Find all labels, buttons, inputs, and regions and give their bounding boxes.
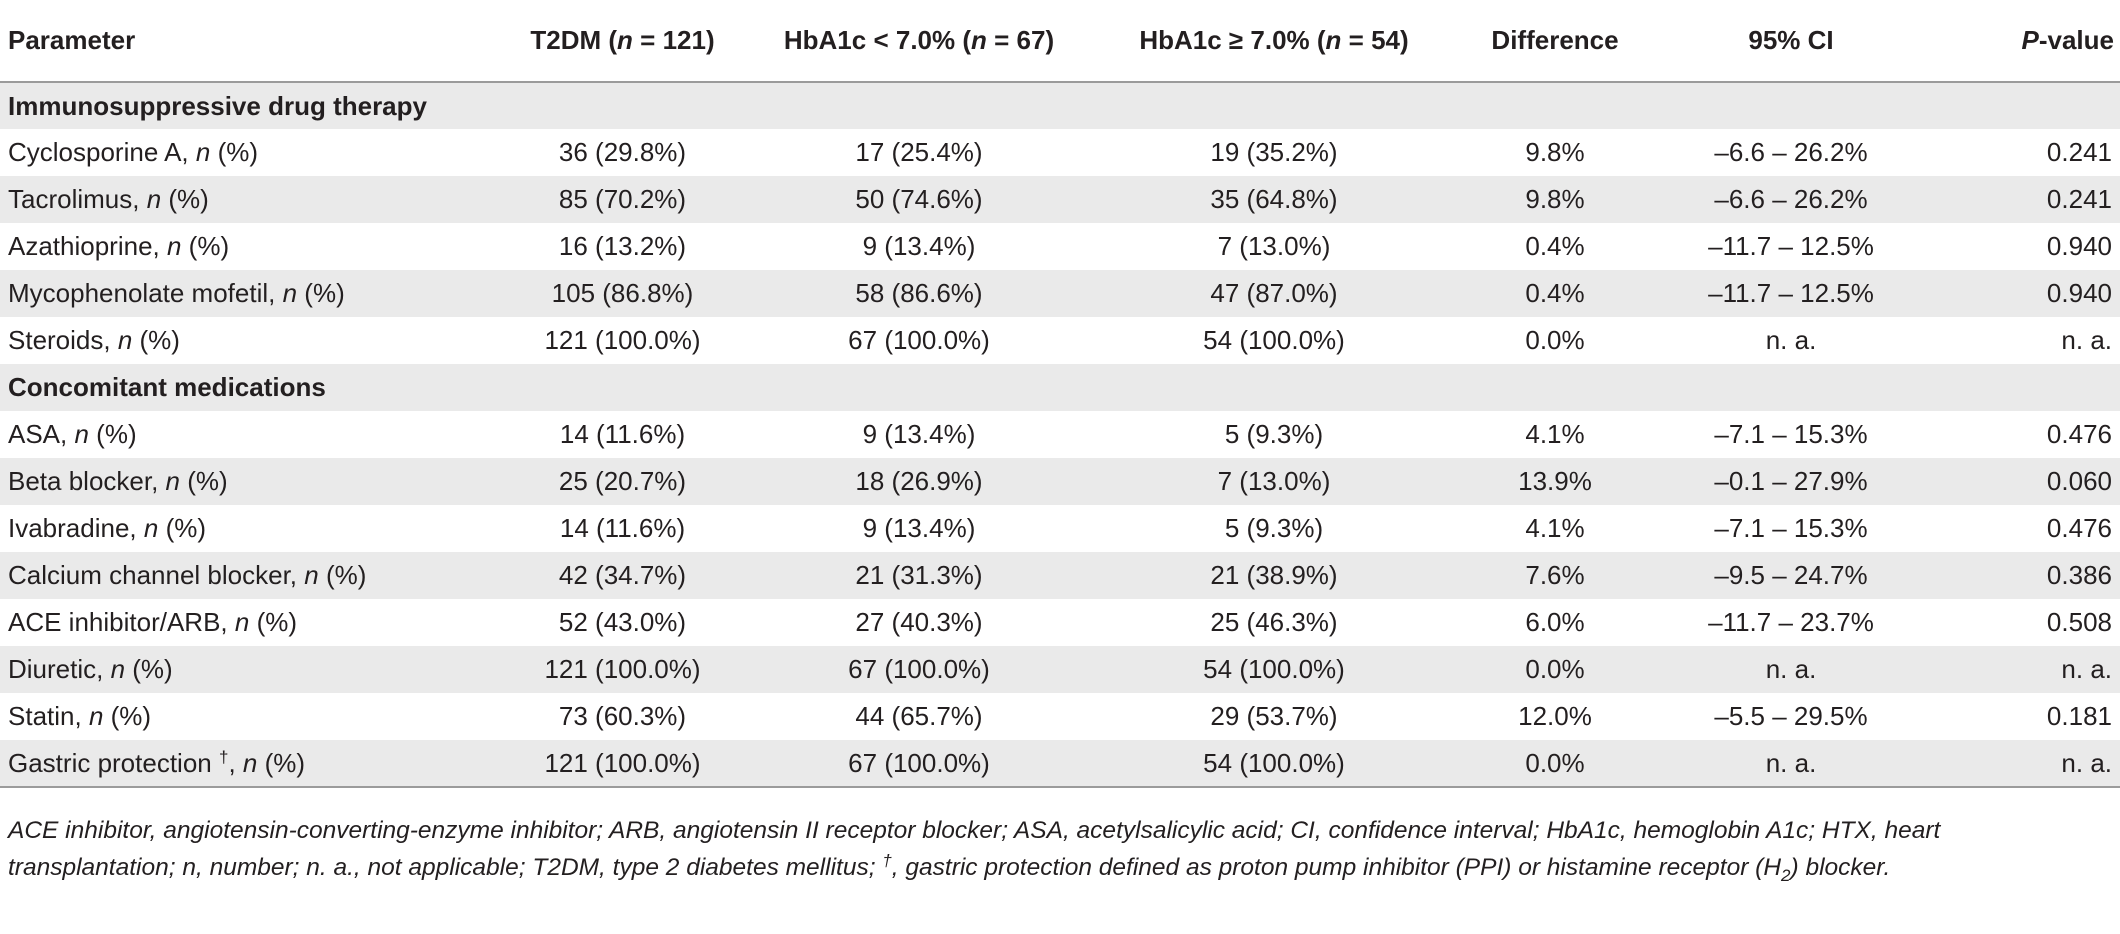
cell-ci: n. a. bbox=[1765, 654, 1817, 684]
cell-difference: 0.0% bbox=[1525, 325, 1585, 355]
header-difference: Difference bbox=[1455, 0, 1655, 82]
cell-t2dm: 42 (34.7%) bbox=[558, 560, 687, 590]
table-row bbox=[0, 223, 2120, 270]
cell-ci: –11.7 – 23.7% bbox=[1708, 607, 1874, 637]
table-body bbox=[0, 82, 2120, 787]
cell-hba1c-low: 9 (13.4%) bbox=[862, 231, 976, 261]
cell-hba1c-low: 67 (100.0%) bbox=[848, 654, 990, 684]
cell-hba1c-high: 54 (100.0%) bbox=[1093, 740, 1455, 787]
cell-parameter: Beta blocker, n (%) bbox=[8, 466, 228, 496]
cell-difference: 0.4% bbox=[1525, 231, 1585, 261]
cell-p-value: 0.940 bbox=[2046, 278, 2112, 308]
header-hba1c-low: HbA1c < 7.0% (n = 67) bbox=[745, 0, 1093, 82]
cell-hba1c-high: 25 (46.3%) bbox=[1210, 607, 1338, 637]
cell-hba1c-low: 50 (74.6%) bbox=[855, 184, 983, 214]
dagger-symbol: † bbox=[882, 850, 892, 870]
cell-difference: 4.1% bbox=[1525, 419, 1585, 449]
cell-parameter: ASA, n (%) bbox=[8, 419, 137, 449]
table-footnote: ACE inhibitor, angiotensin-converting-enzyme inhibitor; ARB, angiotensin II receptor blocker; ASA, acetylsalicylic acid; CI, confidence interval; HbA1c, hemoglobin A1c; HTX, heart transplantation; n, number; n. a., not applicable; T2DM, type 2 diabetes mellitus; †, gastric protection defined as proton pump inhibitor (PPI) or histamine receptor $(H_2)$ blocker. bbox=[8, 817, 1941, 885]
cell-difference: 6.0% bbox=[1525, 607, 1585, 637]
cell-t2dm: 16 (13.2%) bbox=[558, 231, 687, 261]
cell-p-value: 0.508 bbox=[2046, 607, 2112, 637]
header-ci: 95% CI bbox=[1655, 0, 1927, 82]
cell-p-value: 0.241 bbox=[2046, 184, 2112, 214]
cell-p-value: 0.940 bbox=[2046, 231, 2112, 261]
cell-ci: –6.6 – 26.2% bbox=[1714, 137, 1868, 167]
table-row bbox=[0, 740, 2120, 787]
cell-ci: n. a. bbox=[1655, 740, 1927, 787]
cell-hba1c-high: 54 (100.0%) bbox=[1203, 654, 1345, 684]
cell-hba1c-high: 5 (9.3%) bbox=[1224, 513, 1324, 543]
cell-hba1c-low: 9 (13.4%) bbox=[862, 419, 976, 449]
cell-hba1c-low: 9 (13.4%) bbox=[862, 513, 976, 543]
table-row bbox=[0, 646, 2120, 693]
cell-p-value: 0.476 bbox=[2046, 419, 2112, 449]
cell-difference: 7.6% bbox=[1525, 560, 1585, 590]
cell-hba1c-high: 54 (100.0%) bbox=[1203, 325, 1345, 355]
cell-parameter: Mycophenolate mofetil, n (%) bbox=[8, 278, 345, 308]
cell-ci: –11.7 – 12.5% bbox=[1708, 231, 1874, 261]
cell-parameter: Azathioprine, n (%) bbox=[8, 231, 230, 261]
cell-hba1c-high: 7 (13.0%) bbox=[1217, 231, 1331, 261]
cell-p-value: n. a. bbox=[2061, 654, 2112, 684]
cell-difference: 9.8% bbox=[1525, 137, 1585, 167]
cell-hba1c-low: 58 (86.6%) bbox=[855, 278, 983, 308]
table-row bbox=[0, 129, 2120, 176]
table-row bbox=[0, 411, 2120, 458]
section-title: Immunosuppressive drug therapy bbox=[8, 90, 427, 121]
cell-hba1c-high: 35 (64.8%) bbox=[1210, 184, 1338, 214]
cell-t2dm: 85 (70.2%) bbox=[558, 184, 687, 214]
cell-parameter: Statin, n (%) bbox=[8, 701, 152, 731]
cell-ci: –9.5 – 24.7% bbox=[1714, 560, 1868, 590]
cell-hba1c-high: 47 (87.0%) bbox=[1210, 278, 1338, 308]
header-parameter: Parameter bbox=[0, 0, 500, 82]
table-header bbox=[0, 0, 2120, 82]
dagger-symbol: † bbox=[218, 746, 229, 766]
cell-ci: n. a. bbox=[1765, 325, 1817, 355]
cell-hba1c-low: 67 (100.0%) bbox=[745, 740, 1093, 787]
cell-t2dm: 121 (100.0%) bbox=[544, 325, 701, 355]
cell-t2dm: 73 (60.3%) bbox=[558, 701, 687, 731]
table-row bbox=[0, 505, 2120, 552]
table-row bbox=[0, 270, 2120, 317]
table-row bbox=[0, 599, 2120, 646]
cell-p-value: 0.181 bbox=[2046, 701, 2112, 731]
cell-t2dm: 25 (20.7%) bbox=[558, 466, 687, 496]
cell-t2dm: 14 (11.6%) bbox=[559, 419, 686, 449]
cell-parameter: Gastric protection †, n (%) bbox=[0, 740, 500, 787]
cell-ci: –6.6 – 26.2% bbox=[1714, 184, 1868, 214]
cell-p-value: 0.060 bbox=[2046, 466, 2112, 496]
cell-t2dm: 121 (100.0%) bbox=[500, 740, 745, 787]
cell-ci: –0.1 – 27.9% bbox=[1714, 466, 1868, 496]
table-row bbox=[0, 552, 2120, 599]
cell-p-value: 0.386 bbox=[2046, 560, 2112, 590]
cell-difference: 4.1% bbox=[1525, 513, 1585, 543]
cell-hba1c-low: 44 (65.7%) bbox=[855, 701, 983, 731]
cell-p-value: n. a. bbox=[2061, 325, 2112, 355]
cell-parameter: Diuretic, n (%) bbox=[8, 654, 173, 684]
section-row bbox=[0, 364, 2120, 411]
cell-hba1c-high: 29 (53.7%) bbox=[1210, 701, 1338, 731]
cell-hba1c-high: 21 (38.9%) bbox=[1210, 560, 1338, 590]
cell-t2dm: 52 (43.0%) bbox=[558, 607, 687, 637]
cell-difference: 9.8% bbox=[1525, 184, 1585, 214]
header-hba1c-high: HbA1c ≥ 7.0% (n = 54) bbox=[1093, 0, 1455, 82]
header-row bbox=[0, 0, 2120, 82]
cell-hba1c-high: 7 (13.0%) bbox=[1217, 466, 1331, 496]
cell-hba1c-low: 18 (26.9%) bbox=[855, 466, 983, 496]
cell-hba1c-high: 19 (35.2%) bbox=[1210, 137, 1338, 167]
cell-difference: 12.0% bbox=[1518, 701, 1592, 731]
cell-ci: –7.1 – 15.3% bbox=[1714, 513, 1868, 543]
cell-difference: 0.0% bbox=[1455, 740, 1655, 787]
cell-parameter: Tacrolimus, n (%) bbox=[8, 184, 209, 214]
cell-t2dm: 121 (100.0%) bbox=[544, 654, 701, 684]
header-p-value: P-value bbox=[1927, 0, 2120, 82]
cell-p-value: n. a. bbox=[1927, 740, 2120, 787]
table-row bbox=[0, 317, 2120, 364]
cell-parameter: Calcium channel blocker, n (%) bbox=[8, 560, 367, 590]
cell-p-value: 0.476 bbox=[2046, 513, 2112, 543]
cell-parameter: Steroids, n (%) bbox=[8, 325, 180, 355]
cell-hba1c-low: 17 (25.4%) bbox=[855, 137, 983, 167]
cell-parameter: ACE inhibitor/ARB, n (%) bbox=[8, 607, 298, 637]
cell-difference: 13.9% bbox=[1518, 466, 1592, 496]
cell-hba1c-high: 5 (9.3%) bbox=[1224, 419, 1324, 449]
cell-t2dm: 105 (86.8%) bbox=[551, 278, 694, 308]
cell-ci: –11.7 – 12.5% bbox=[1708, 278, 1874, 308]
cell-t2dm: 36 (29.8%) bbox=[558, 137, 687, 167]
table-row bbox=[0, 458, 2120, 505]
section-title: Concomitant medications bbox=[8, 372, 326, 402]
cell-parameter: Ivabradine, n (%) bbox=[8, 513, 207, 543]
cell-parameter: Cyclosporine A, n (%) bbox=[8, 137, 259, 167]
cell-ci: –7.1 – 15.3% bbox=[1714, 419, 1868, 449]
cell-hba1c-low: 67 (100.0%) bbox=[848, 325, 990, 355]
header-t2dm: T2DM (n = 121) bbox=[500, 0, 745, 82]
cell-t2dm: 14 (11.6%) bbox=[559, 513, 686, 543]
cell-ci: –5.5 – 29.5% bbox=[1714, 701, 1868, 731]
cell-p-value: 0.241 bbox=[2046, 137, 2112, 167]
cell-hba1c-low: 21 (31.3%) bbox=[855, 560, 983, 590]
cell-difference: 0.4% bbox=[1525, 278, 1585, 308]
cell-hba1c-low: 27 (40.3%) bbox=[855, 607, 983, 637]
section-row bbox=[0, 82, 2120, 129]
table-row bbox=[0, 176, 2120, 223]
cell-difference: 0.0% bbox=[1525, 654, 1585, 684]
table-row bbox=[0, 693, 2120, 740]
